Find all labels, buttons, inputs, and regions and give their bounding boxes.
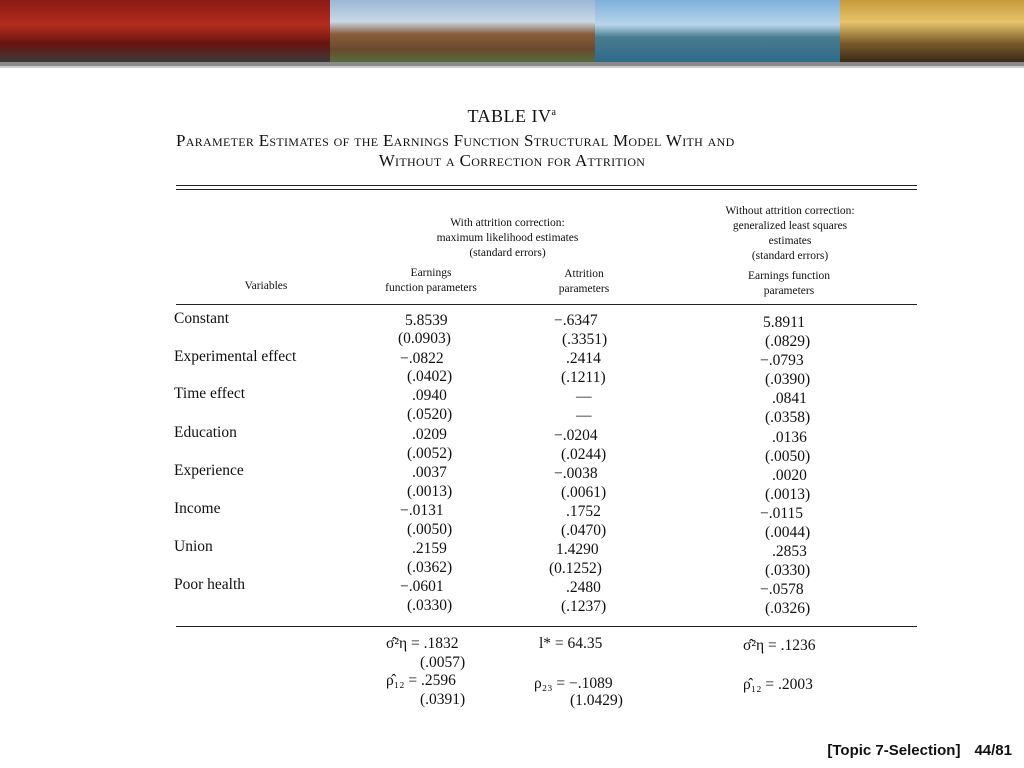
header-bottom-rule [176, 304, 917, 305]
row-label-income: Income [174, 500, 221, 517]
cell-experimental-effect-c1: −.0822 [400, 350, 444, 367]
cell-income-c1: −.0131 [400, 502, 444, 519]
cell-education-c1: .0209 [412, 426, 447, 443]
cell-education-c3-se: (.0050) [765, 448, 811, 465]
cell-poor-health-c1: −.0601 [400, 578, 444, 595]
header-variables: Variables [244, 280, 288, 292]
footer-topic: [Topic 7-Selection] [827, 742, 961, 759]
cell-education-c3: .0136 [772, 429, 807, 446]
cell-experience-c1-se: (.0013) [407, 483, 453, 500]
cell-union-c3-se: (.0330) [765, 562, 811, 579]
stat-rho12-c1: ρ̂₁₂ = .2596 [386, 672, 456, 689]
cell-education-c2: −.0204 [554, 427, 598, 444]
stat-sigma-c1: σ̂²η = .1832 [386, 635, 459, 652]
row-label-education: Education [174, 424, 237, 441]
stat-rho12-c1-se: (.0391) [420, 691, 466, 708]
stat-rho23-se: (1.0429) [570, 692, 623, 709]
cell-experience-c2-se: (.0061) [561, 484, 607, 501]
cell-income-c3-se: (.0044) [765, 524, 811, 541]
table-subtitle-line2: Without a Correction for Attrition [378, 151, 646, 170]
table-subtitle-line1: Parameter Estimates of the Earnings Function Structural Model With and [176, 131, 735, 150]
cell-constant-c1: 5.8539 [405, 312, 448, 329]
cell-constant-c2-se: (.3351) [562, 331, 608, 348]
banner-lake-sailboats-image [595, 0, 840, 62]
banner-chapel-interior-image [840, 0, 1024, 62]
cell-income-c1-se: (.0050) [407, 521, 453, 538]
cell-income-c3: −.0115 [760, 505, 804, 522]
cell-constant-c1-se: (0.0903) [398, 330, 451, 347]
header-gls-earnings-params: Earnings function parameters [747, 270, 831, 297]
cell-education-c1-se: (.0052) [407, 445, 453, 462]
cell-experimental-effect-c1-se: (.0402) [407, 368, 453, 385]
footer-page-number: 44/81 [974, 742, 1012, 759]
cell-time-effect-c1-se: (.0520) [407, 406, 453, 423]
table-top-rule [176, 185, 917, 186]
banner-divider-light [0, 66, 1024, 68]
cell-poor-health-c2: .2480 [566, 579, 601, 596]
slide-footer [827, 742, 1012, 759]
cell-constant-c3-se: (.0829) [765, 333, 811, 350]
row-label-poor-health: Poor health [174, 576, 246, 593]
cell-constant-c3: 5.8911 [763, 314, 806, 331]
header-with-correction: With attrition correction: maximum likelihood estimates (standard errors) [436, 217, 579, 259]
table-title: TABLE $IV^a$ [467, 106, 557, 126]
banner-auditorium-image [0, 0, 330, 62]
cell-poor-health-c2-se: (.1237) [561, 598, 607, 615]
cell-experience-c2: −.0038 [554, 465, 598, 482]
cell-time-effect-c2-se: — [576, 407, 592, 424]
cell-union-c2-se: (0.1252) [549, 560, 602, 577]
header-earnings-function-params: Earnings function parameters [385, 267, 477, 294]
row-label-experimental-effect: Experimental effect [174, 348, 297, 365]
cell-constant-c2: −.6347 [554, 312, 598, 329]
cell-income-c2-se: (.0470) [561, 522, 607, 539]
table-top-rule-2 [176, 189, 917, 190]
cell-experimental-effect-c2-se: (.1211) [561, 369, 606, 386]
cell-experience-c3-se: (.0013) [765, 486, 811, 503]
cell-poor-health-c1-se: (.0330) [407, 597, 453, 614]
header-banner [0, 0, 1024, 68]
cell-poor-health-c3: −.0578 [760, 581, 804, 598]
cell-time-effect-c2: — [576, 388, 592, 405]
cell-experience-c3: .0020 [772, 467, 807, 484]
cell-union-c1: .2159 [412, 540, 447, 557]
cell-education-c2-se: (.0244) [561, 446, 607, 463]
stat-sigma-c1-se: (.0057) [420, 654, 466, 671]
cell-union-c3: .2853 [772, 543, 807, 560]
stat-rho12-c3: ρ̂₁₂ = .2003 [743, 676, 813, 693]
stats-top-rule [176, 626, 917, 627]
stat-lstar: l* = 64.35 [539, 635, 603, 652]
cell-time-effect-c3-se: (.0358) [765, 409, 811, 426]
row-label-experience: Experience [174, 462, 244, 479]
stat-sigma-c3: σ̂²η = .1236 [743, 637, 816, 654]
stat-rho23: ρ₂₃ = −.1089 [534, 675, 613, 692]
cell-union-c2: 1.4290 [556, 541, 599, 558]
header-attrition-params: Attrition parameters [558, 268, 610, 295]
cell-union-c1-se: (.0362) [407, 559, 453, 576]
cell-poor-health-c3-se: (.0326) [765, 600, 811, 617]
row-label-constant: Constant [174, 310, 230, 327]
row-label-union: Union [174, 538, 213, 555]
cell-time-effect-c1: .0940 [412, 387, 447, 404]
cell-experimental-effect-c3: −.0793 [760, 352, 804, 369]
cell-income-c2: .1752 [566, 503, 601, 520]
header-without-correction: Without attrition correction: generalized least squares estimates (standard errors) [725, 205, 855, 262]
cell-experience-c1: .0037 [412, 464, 447, 481]
cell-experimental-effect-c2: .2414 [566, 350, 601, 367]
cell-experimental-effect-c3-se: (.0390) [765, 371, 811, 388]
row-label-time-effect: Time effect [174, 385, 246, 402]
cell-time-effect-c3: .0841 [772, 390, 807, 407]
banner-campus-building-image [330, 0, 595, 62]
